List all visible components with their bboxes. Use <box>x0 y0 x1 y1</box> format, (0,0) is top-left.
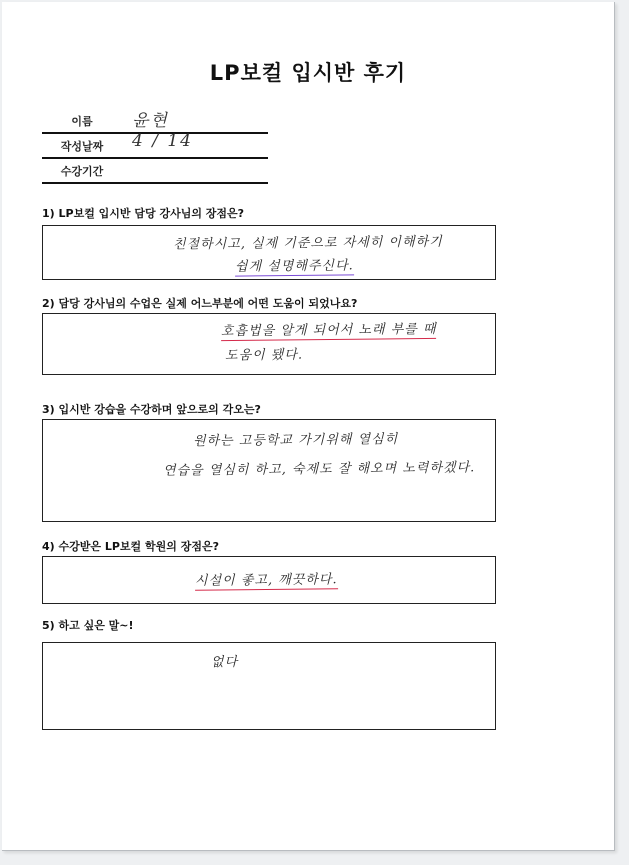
date-value: 4 / 14 <box>132 131 193 151</box>
answer-box-2 <box>42 313 496 375</box>
answer-2-line-1: 호흡법을 알게 되어서 노래 부를 때 <box>221 318 437 341</box>
answer-3-line-2: 연습을 열심히 하고, 숙제도 잘 해오며 노력하겠다. <box>162 460 476 479</box>
question-1: 1) LP보컬 입시반 담당 강사님의 장점은? <box>42 207 245 220</box>
question-4: 4) 수강받은 LP보컬 학원의 장점은? <box>42 540 219 553</box>
question-5: 5) 하고 싶은 말~! <box>42 619 134 632</box>
name-label: 이름 <box>71 115 93 128</box>
answer-box-1 <box>42 225 496 280</box>
answer-4-line-1: 시설이 좋고, 깨끗하다. <box>195 568 338 590</box>
answer-2-line-2: 도움이 됐다. <box>224 347 304 364</box>
question-3: 3) 입시반 강습을 수강하며 앞으로의 각오는? <box>42 403 261 416</box>
answer-box-3 <box>42 419 496 522</box>
date-label: 작성날짜 <box>60 140 104 153</box>
answer-box-4 <box>42 556 496 604</box>
question-2: 2) 담당 강사님의 수업은 실제 어느부분에 어떤 도움이 되었나요? <box>42 297 358 310</box>
answer-3-line-1: 원하는 고등학교 가기위해 열심히 <box>192 431 399 450</box>
answer-1-line-2: 쉽게 설명해주신다. <box>235 254 354 276</box>
name-value: 윤현 <box>132 111 169 131</box>
period-label: 수강기간 <box>60 165 104 178</box>
date-row <box>42 131 268 159</box>
answer-1-line-1: 친절하시고, 실제 기준으로 자세히 이해하기 <box>172 234 443 253</box>
period-row <box>42 160 268 184</box>
page-title: LP보컬 입시반 후기 <box>209 61 407 85</box>
answer-box-5 <box>42 642 496 730</box>
answer-5-line-1: 없다 <box>210 654 239 671</box>
review-form-page <box>2 2 615 851</box>
